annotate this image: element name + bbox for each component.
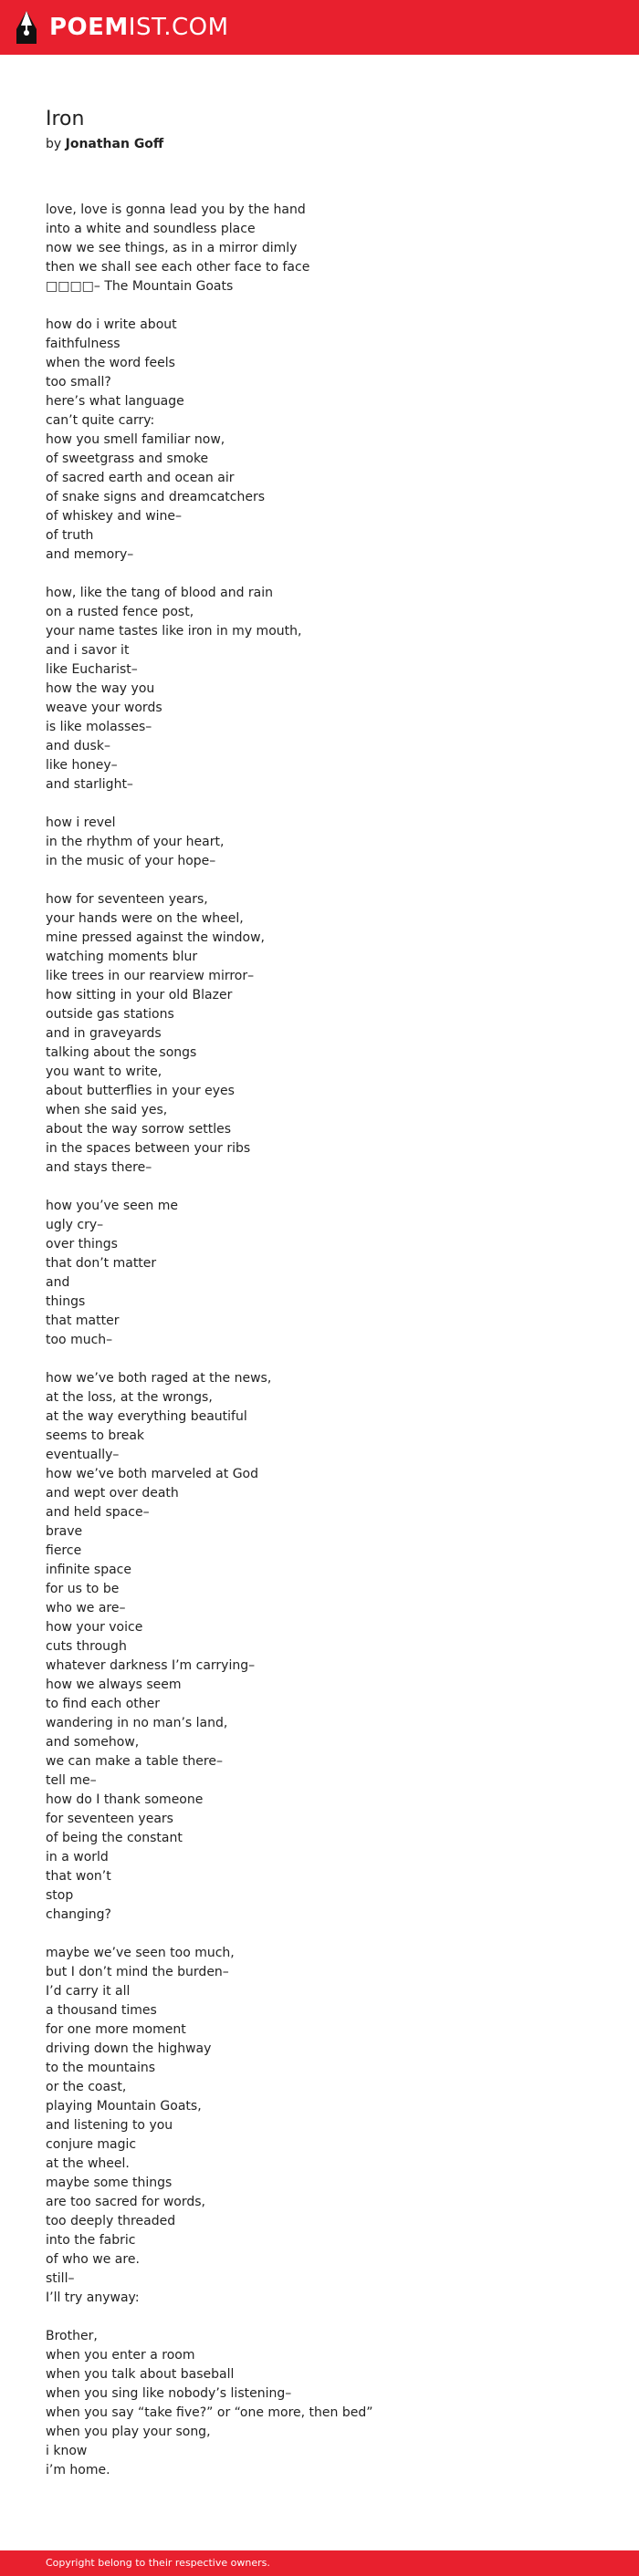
poem-line: maybe we’ve seen too much, xyxy=(46,1946,235,1960)
poem-line: to find each other xyxy=(46,1697,161,1711)
poem-line: of sweetgrass and smoke xyxy=(46,452,209,466)
poem-line: like honey– xyxy=(46,758,118,773)
poem-line: of snake signs and dreamcatchers xyxy=(46,490,266,504)
poem-line: here’s what language xyxy=(46,394,184,409)
poem-line: stop xyxy=(46,1888,74,1903)
poem-line: whatever darkness I’m carrying– xyxy=(46,1658,256,1673)
stanza xyxy=(46,2327,612,2480)
poem-line: how sitting in your old Blazer xyxy=(46,988,233,1002)
poem-line: how we always seem xyxy=(46,1678,182,1692)
logo-text-bold: POEM xyxy=(49,14,129,41)
poem-line: a thousand times xyxy=(46,2003,157,2018)
site-logo[interactable] xyxy=(15,9,229,46)
poem-line: and dusk– xyxy=(46,739,110,753)
poem-line: when she said yes, xyxy=(46,1103,168,1117)
poem-line: of truth xyxy=(46,528,94,543)
stanza xyxy=(46,1944,612,2308)
stanza xyxy=(46,1197,612,1350)
poem-line: and wept over death xyxy=(46,1486,179,1501)
author-name[interactable]: Jonathan Goff xyxy=(65,137,164,151)
site-header xyxy=(0,0,639,55)
by-label: by xyxy=(46,137,62,151)
poem-line: for seventeen years xyxy=(46,1812,173,1826)
poem-line: maybe some things xyxy=(46,2176,173,2190)
poem-line: how your voice xyxy=(46,1620,143,1635)
poem-line: at the wheel. xyxy=(46,2156,130,2171)
poem-line: of sacred earth and ocean air xyxy=(46,471,235,485)
poem-line: how we’ve both raged at the news, xyxy=(46,1371,272,1386)
poem-line: you want to write, xyxy=(46,1065,162,1079)
poem-line: and somehow, xyxy=(46,1735,140,1750)
poem-line: or the coast, xyxy=(46,2080,127,2094)
poem-line: too much– xyxy=(46,1333,113,1347)
stanza xyxy=(46,201,612,296)
poem-line: for one more moment xyxy=(46,2022,186,2037)
logo-wordmark xyxy=(49,9,229,46)
poem-line: to the mountains xyxy=(46,2061,156,2075)
poem-line: and memory– xyxy=(46,547,134,562)
poem-line: are too sacred for words, xyxy=(46,2195,205,2209)
poem-line: infinite space xyxy=(46,1563,131,1577)
stanza xyxy=(46,1369,612,1925)
poem-line: brave xyxy=(46,1524,83,1539)
poem-line: and xyxy=(46,1275,70,1290)
poem-line: how do i write about xyxy=(46,317,177,332)
poem-line: too deeply threaded xyxy=(46,2214,176,2228)
poem-content xyxy=(46,106,612,2499)
poem-line: of whiskey and wine– xyxy=(46,509,183,524)
poem-line: seems to break xyxy=(46,1428,145,1443)
poem-line: of being the constant xyxy=(46,1831,183,1845)
poem-line: changing? xyxy=(46,1907,111,1922)
poem-line: but I don’t mind the burden– xyxy=(46,1965,229,1979)
poem-line: still– xyxy=(46,2271,75,2286)
poem-line: when the word feels xyxy=(46,356,175,370)
poem-line: love, love is gonna lead you by the hand xyxy=(46,203,306,217)
poem-line: into the fabric xyxy=(46,2233,136,2248)
poem-line: playing Mountain Goats, xyxy=(46,2099,202,2114)
poem-line: like trees in our rearview mirror– xyxy=(46,969,255,983)
poem-line: talking about the songs xyxy=(46,1045,197,1060)
poem-line: how do I thank someone xyxy=(46,1792,204,1807)
poem-line: when you play your song, xyxy=(46,2425,211,2439)
copyright-text: Copyright belong to their respective owners. xyxy=(46,2557,270,2569)
poem-line: at the way everything beautiful xyxy=(46,1409,247,1424)
poem-line: i’m home. xyxy=(46,2463,110,2477)
poem-line: outside gas stations xyxy=(46,1007,174,1022)
poem-line: how the way you xyxy=(46,681,155,696)
poem-line: in the spaces between your ribs xyxy=(46,1141,251,1156)
poem-line: about the way sorrow settles xyxy=(46,1122,231,1137)
poem-line: eventually– xyxy=(46,1448,120,1462)
pen-nib-icon xyxy=(15,9,38,46)
logo-text-light: IST.COM xyxy=(128,14,229,41)
poem-line: in the music of your hope– xyxy=(46,854,216,868)
poem-line: your name tastes like iron in my mouth, xyxy=(46,624,302,639)
poem-line: mine pressed against the window, xyxy=(46,930,265,945)
poem-line: cuts through xyxy=(46,1639,127,1654)
poem-line: that don’t matter xyxy=(46,1256,157,1271)
poem-line: and held space– xyxy=(46,1505,150,1520)
poem-line: fierce xyxy=(46,1543,82,1558)
poem-line: faithfulness xyxy=(46,337,120,351)
poem-line: when you sing like nobody’s listening– xyxy=(46,2386,292,2401)
poem-line: of who we are. xyxy=(46,2252,140,2267)
poem-line: when you talk about baseball xyxy=(46,2367,235,2382)
poem-line: like Eucharist– xyxy=(46,662,138,677)
poem-line: and listening to you xyxy=(46,2118,173,2133)
poem-line: how we’ve both marveled at God xyxy=(46,1467,258,1481)
poem-line: how, like the tang of blood and rain xyxy=(46,586,274,600)
poem-line: who we are– xyxy=(46,1601,126,1615)
site-footer xyxy=(0,2550,639,2576)
poem-line: watching moments blur xyxy=(46,950,198,964)
poem-line: and in graveyards xyxy=(46,1026,162,1041)
poem-line: about butterflies in your eyes xyxy=(46,1084,235,1098)
poem-line: tell me– xyxy=(46,1773,97,1788)
poem-line: in a world xyxy=(46,1850,109,1864)
byline xyxy=(46,135,612,153)
poem-line: how for seventeen years, xyxy=(46,892,208,907)
poem-line: and starlight– xyxy=(46,777,133,792)
poem-line: ugly cry– xyxy=(46,1218,104,1232)
poem-title: Iron xyxy=(46,108,85,130)
poem-line: into a white and soundless place xyxy=(46,222,256,236)
poem-line: how i revel xyxy=(46,815,116,830)
poem-line: and i savor it xyxy=(46,643,130,658)
poem-line: can’t quite carry: xyxy=(46,413,155,428)
poem-line: too small? xyxy=(46,375,111,390)
poem-line: now we see things, as in a mirror dimly xyxy=(46,241,298,255)
poem-body xyxy=(46,201,612,2480)
poem-line: on a rusted fence post, xyxy=(46,605,194,619)
stanza xyxy=(46,584,612,795)
poem-line: I’d carry it all xyxy=(46,1984,131,1999)
stanza xyxy=(46,890,612,1178)
poem-line: weave your words xyxy=(46,701,162,715)
poem-line: when you enter a room xyxy=(46,2348,195,2363)
poem-line: at the loss, at the wrongs, xyxy=(46,1390,213,1405)
poem-line: wandering in no man’s land, xyxy=(46,1716,228,1730)
stanza xyxy=(46,814,612,871)
poem-line: i know xyxy=(46,2444,88,2458)
poem-line: I’ll try anyway: xyxy=(46,2290,140,2305)
poem-line: for us to be xyxy=(46,1582,120,1596)
poem-line: how you smell familiar now, xyxy=(46,432,225,447)
poem-line: Brother, xyxy=(46,2329,98,2343)
poem-line: when you say “take five?” or “one more, then bed” xyxy=(46,2405,373,2420)
stanza xyxy=(46,316,612,565)
poem-line: in the rhythm of your heart, xyxy=(46,835,225,849)
poem-line: we can make a table there– xyxy=(46,1754,223,1769)
poem-line: that matter xyxy=(46,1314,120,1328)
poem-line: □□□□– The Mountain Goats xyxy=(46,279,234,294)
poem-line: then we shall see each other face to face xyxy=(46,260,310,275)
poem-line: driving down the highway xyxy=(46,2041,212,2056)
poem-line: how you’ve seen me xyxy=(46,1199,178,1213)
poem-line: is like molasses– xyxy=(46,720,152,734)
poem-line: conjure magic xyxy=(46,2137,137,2152)
poem-line: things xyxy=(46,1294,86,1309)
poem-line: over things xyxy=(46,1237,118,1252)
poem-line: your hands were on the wheel, xyxy=(46,911,244,926)
poem-line: and stays there– xyxy=(46,1160,152,1175)
poem-line: that won’t xyxy=(46,1869,111,1884)
